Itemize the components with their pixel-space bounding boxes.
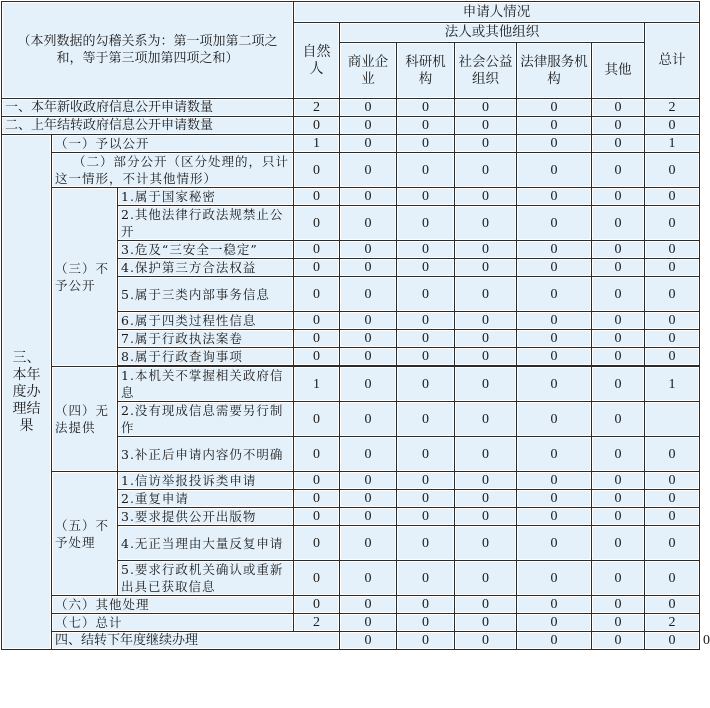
table-row: [2, 596, 700, 614]
cell-value: 0: [397, 490, 455, 508]
cell-value: 0: [340, 117, 397, 135]
cell-value: 0: [340, 526, 397, 561]
cell-value: 0: [592, 614, 645, 632]
cell-value: 2: [294, 614, 340, 632]
cell-value: 0: [455, 614, 517, 632]
cell-value: 1: [645, 367, 700, 402]
cell-value: 0: [517, 614, 592, 632]
cell-value: 0: [592, 312, 645, 330]
cell-value: 0: [592, 330, 645, 348]
row-label-new-applications: 一、本年新收政府信息公开申请数量: [2, 99, 294, 117]
row-label: 5.属于三类内部事务信息: [118, 277, 294, 312]
cell-value: 0: [517, 277, 592, 312]
cell-value: 0: [455, 596, 517, 614]
relationship-note: （本列数据的勾稽关系为：第一项加第二项之和，等于第三项加第四项之和）: [2, 2, 294, 99]
table-row: 四、结转下年度继续办理 0 0 0 0 0 0 0: [2, 632, 700, 650]
group-label-text: （五）不予处理: [55, 517, 110, 550]
cell-value: 0: [645, 437, 700, 472]
row-label: 3.危及“三安全一稳定”: [118, 241, 294, 259]
cell-value: 0: [517, 99, 592, 117]
cell-value: 0: [645, 312, 700, 330]
cell-value: 0: [340, 490, 397, 508]
cell-value: 0: [294, 348, 340, 366]
cell-value: 0: [340, 153, 397, 188]
cell-value: 0: [592, 188, 645, 206]
cell-value: 0: [340, 632, 397, 650]
cell-value: 0: [645, 596, 700, 614]
cell-value: 0: [340, 277, 397, 312]
cell-value: 0: [340, 561, 397, 596]
row-label-other-handling: （六）其他处理: [52, 596, 294, 614]
cell-value: 1: [294, 367, 340, 402]
applicant-situation-header: 申请人情况: [294, 2, 700, 23]
cell-value: 0: [592, 508, 645, 526]
cell-value: 0: [592, 135, 645, 153]
cell-value: 0: [517, 241, 592, 259]
cell-value: 0: [294, 312, 340, 330]
cell-value: 0: [340, 312, 397, 330]
row-label-open: （一）予以公开: [52, 135, 294, 153]
cell-value: 0: [645, 490, 700, 508]
table-row: [2, 472, 700, 490]
cell-value: 0: [397, 367, 455, 402]
cell-value: 0: [294, 117, 340, 135]
cell-value: 0: [592, 241, 645, 259]
row-label: 1.本机关不掌握相关政府信息: [118, 367, 294, 402]
cell-value: [645, 402, 700, 437]
cell-value: 0: [455, 508, 517, 526]
cell-value: 2: [645, 614, 700, 632]
row-label: 2.其他法律行政法规禁止公开: [118, 206, 294, 241]
cell-value: 0: [455, 153, 517, 188]
cell-value: 0: [340, 437, 397, 472]
cell-value: 0: [592, 632, 645, 650]
cell-value: 0: [294, 526, 340, 561]
cell-value: 0: [517, 367, 592, 402]
cell-value: 0: [397, 632, 455, 650]
row-label: 7.属于行政执法案卷: [118, 330, 294, 348]
cell-value: 0: [645, 561, 700, 596]
row-label-carry-forward: 四、结转下年度继续办理: [52, 632, 340, 650]
cell-value: 0: [340, 330, 397, 348]
cell-value: 0: [592, 367, 645, 402]
cell-value: 0: [397, 188, 455, 206]
cell-value: 0: [397, 614, 455, 632]
cell-value: 0: [517, 508, 592, 526]
cell-value: 1: [645, 135, 700, 153]
cell-value: 0: [397, 99, 455, 117]
cell-value: 0: [517, 206, 592, 241]
cell-value: 0: [294, 277, 340, 312]
cell-value: 0: [294, 437, 340, 472]
row-label: 4.无正当理由大量反复申请: [118, 526, 294, 561]
cell-value: 2: [294, 99, 340, 117]
cell-value: 0: [455, 259, 517, 277]
cell-value: 0: [455, 135, 517, 153]
cell-value: 0: [592, 472, 645, 490]
cell-value: 0: [517, 330, 592, 348]
cell-value: 0: [294, 153, 340, 188]
cell-value: 0: [340, 614, 397, 632]
cell-value: 0: [645, 330, 700, 348]
cell-value: 0: [455, 526, 517, 561]
cell-value: 0: [340, 241, 397, 259]
total-header: 总计: [645, 23, 700, 99]
cell-value: 0: [455, 437, 517, 472]
cell-value: 0: [645, 277, 700, 312]
cell-value: 0: [340, 508, 397, 526]
cell-value: 0: [592, 402, 645, 437]
table-row: [2, 188, 700, 206]
cell-value: 0: [340, 596, 397, 614]
cell-value: 0: [294, 259, 340, 277]
cell-value: 0: [455, 348, 517, 366]
cell-value: 0: [455, 117, 517, 135]
cell-value: 0: [592, 117, 645, 135]
cell-value: 0: [592, 490, 645, 508]
row-label: 3.补正后申请内容仍不明确: [118, 437, 294, 472]
cell-value: 0: [397, 561, 455, 596]
cell-value: 0: [340, 402, 397, 437]
cell-value: 0: [592, 526, 645, 561]
cell-value: 0: [294, 490, 340, 508]
cell-value: 0: [294, 508, 340, 526]
cell-value: 0: [294, 596, 340, 614]
cell-value: 0: [397, 312, 455, 330]
cell-value: 0: [294, 561, 340, 596]
row-label: 8.属于行政查询事项: [118, 348, 294, 366]
cell-value: 0: [397, 472, 455, 490]
cell-value: 0: [397, 330, 455, 348]
cell-value: 0: [592, 99, 645, 117]
cell-value: 0: [397, 117, 455, 135]
cell-value: 0: [397, 526, 455, 561]
cell-value: 0: [455, 367, 517, 402]
cell-value: 0: [645, 241, 700, 259]
cell-value: 0: [645, 526, 700, 561]
col-header-legal-service: 法律服务机构: [517, 43, 592, 99]
cell-value: 0: [645, 259, 700, 277]
cell-value: 0: [340, 472, 397, 490]
cell-value: 0: [294, 241, 340, 259]
row-label: 6.属于四类过程性信息: [118, 312, 294, 330]
row-label-partial: （二）部分公开（区分处理的，只计这一情形，不计其他情形）: [52, 153, 294, 188]
cell-value: 0: [517, 632, 592, 650]
cell-value: 0: [294, 330, 340, 348]
row-label-section-total: （七）总计: [52, 614, 294, 632]
cell-value: 0: [294, 472, 340, 490]
cell-value: 0: [645, 508, 700, 526]
cell-value: 0: [455, 188, 517, 206]
cell-value: 0: [340, 367, 397, 402]
table-row: [2, 614, 700, 632]
row-label: 3.要求提供公开出版物: [118, 508, 294, 526]
cell-value: 0: [517, 259, 592, 277]
group-label-not-handled: [52, 472, 118, 596]
cell-value: 0: [397, 153, 455, 188]
cell-value: 0: [397, 348, 455, 366]
group-label-text: （三）不予公开: [55, 261, 110, 293]
cell-value: 0: [517, 312, 592, 330]
cell-value: 0: [397, 206, 455, 241]
cell-value: 0: [517, 348, 592, 366]
group-label-not-open: [52, 188, 118, 367]
cell-value: 0: [340, 188, 397, 206]
cell-value: 0: [340, 135, 397, 153]
cell-value: 0: [455, 490, 517, 508]
section-3-label: 三、本年度办理结果: [2, 135, 52, 650]
cell-value: 0: [645, 153, 700, 188]
cell-value: 0: [517, 188, 592, 206]
cell-value: 0: [455, 312, 517, 330]
cell-value: 0: [397, 437, 455, 472]
cell-value: 0: [592, 206, 645, 241]
cell-value: 0: [592, 259, 645, 277]
cell-value: 0: [517, 596, 592, 614]
cell-value: 0: [517, 561, 592, 596]
table-row: [2, 153, 700, 188]
table-row: [2, 117, 700, 135]
cell-value: 0: [455, 561, 517, 596]
cell-value: 0: [397, 402, 455, 437]
cell-value: 0: [517, 490, 592, 508]
cell-value: 0: [645, 348, 700, 366]
cell-value: 1: [294, 135, 340, 153]
cell-value: 0: [340, 206, 397, 241]
cell-value: 0: [455, 330, 517, 348]
table-row: [2, 135, 700, 153]
cell-value: 0: [397, 135, 455, 153]
cell-value: 0: [517, 526, 592, 561]
cell-value: 0: [294, 188, 340, 206]
group-label-unable: [52, 367, 118, 472]
cell-value: 0: [517, 472, 592, 490]
cell-value: 0: [592, 437, 645, 472]
cell-value: 0: [592, 153, 645, 188]
cell-value: 0: [645, 117, 700, 135]
group-label-text: （四）无法提供: [55, 403, 110, 435]
table-row: [2, 99, 700, 117]
cell-value: 0: [517, 153, 592, 188]
cell-value: 0: [517, 437, 592, 472]
table-row: [2, 367, 700, 402]
cell-value: 0: [340, 259, 397, 277]
row-label: 2.重复申请: [118, 490, 294, 508]
cell-value: 0: [592, 348, 645, 366]
cell-value: 0: [397, 259, 455, 277]
col-header-other: 其他: [592, 43, 645, 99]
cell-value: 0: [592, 596, 645, 614]
cell-value: 0: [455, 277, 517, 312]
natural-person-header: 自然人: [294, 23, 340, 99]
cell-value: 0: [517, 135, 592, 153]
col-header-public-welfare: 社会公益组织: [455, 43, 517, 99]
col-header-research: 科研机构: [397, 43, 455, 99]
cell-value: 0: [455, 206, 517, 241]
cell-value: 0: [645, 632, 700, 650]
cell-value: 0: [397, 508, 455, 526]
cell-value: 0: [455, 402, 517, 437]
row-label: 2.没有现成信息需要另行制作: [118, 402, 294, 437]
col-header-business: 商业企业: [340, 43, 397, 99]
cell-value: 0: [455, 472, 517, 490]
row-label: 4.保护第三方合法权益: [118, 259, 294, 277]
gov-info-disclosure-table: [1, 1, 710, 650]
row-label: 1.信访举报投诉类申请: [118, 472, 294, 490]
cell-value: 0: [455, 99, 517, 117]
cell-value: 0: [294, 206, 340, 241]
cell-value: 0: [397, 596, 455, 614]
row-label: 5.要求行政机关确认或重新出具已获取信息: [118, 561, 294, 596]
cell-value: 0: [517, 117, 592, 135]
cell-value: 0: [455, 241, 517, 259]
cell-value: 0: [340, 99, 397, 117]
row-label: 1.属于国家秘密: [118, 188, 294, 206]
cell-value: 0: [592, 561, 645, 596]
cell-value: 0: [645, 472, 700, 490]
cell-value: 0: [397, 277, 455, 312]
cell-value: 0: [455, 632, 517, 650]
cell-value: 0: [397, 241, 455, 259]
cell-value: 0: [592, 277, 645, 312]
cell-value: 0: [645, 206, 700, 241]
cell-value: 0: [340, 348, 397, 366]
legal-or-other-org-header: 法人或其他组织: [340, 23, 645, 43]
cell-value: 2: [645, 99, 700, 117]
cell-value: 0: [517, 402, 592, 437]
cell-value: 0: [294, 402, 340, 437]
row-label-carried-over: 二、上年结转政府信息公开申请数量: [2, 117, 294, 135]
cell-value: 0: [645, 188, 700, 206]
